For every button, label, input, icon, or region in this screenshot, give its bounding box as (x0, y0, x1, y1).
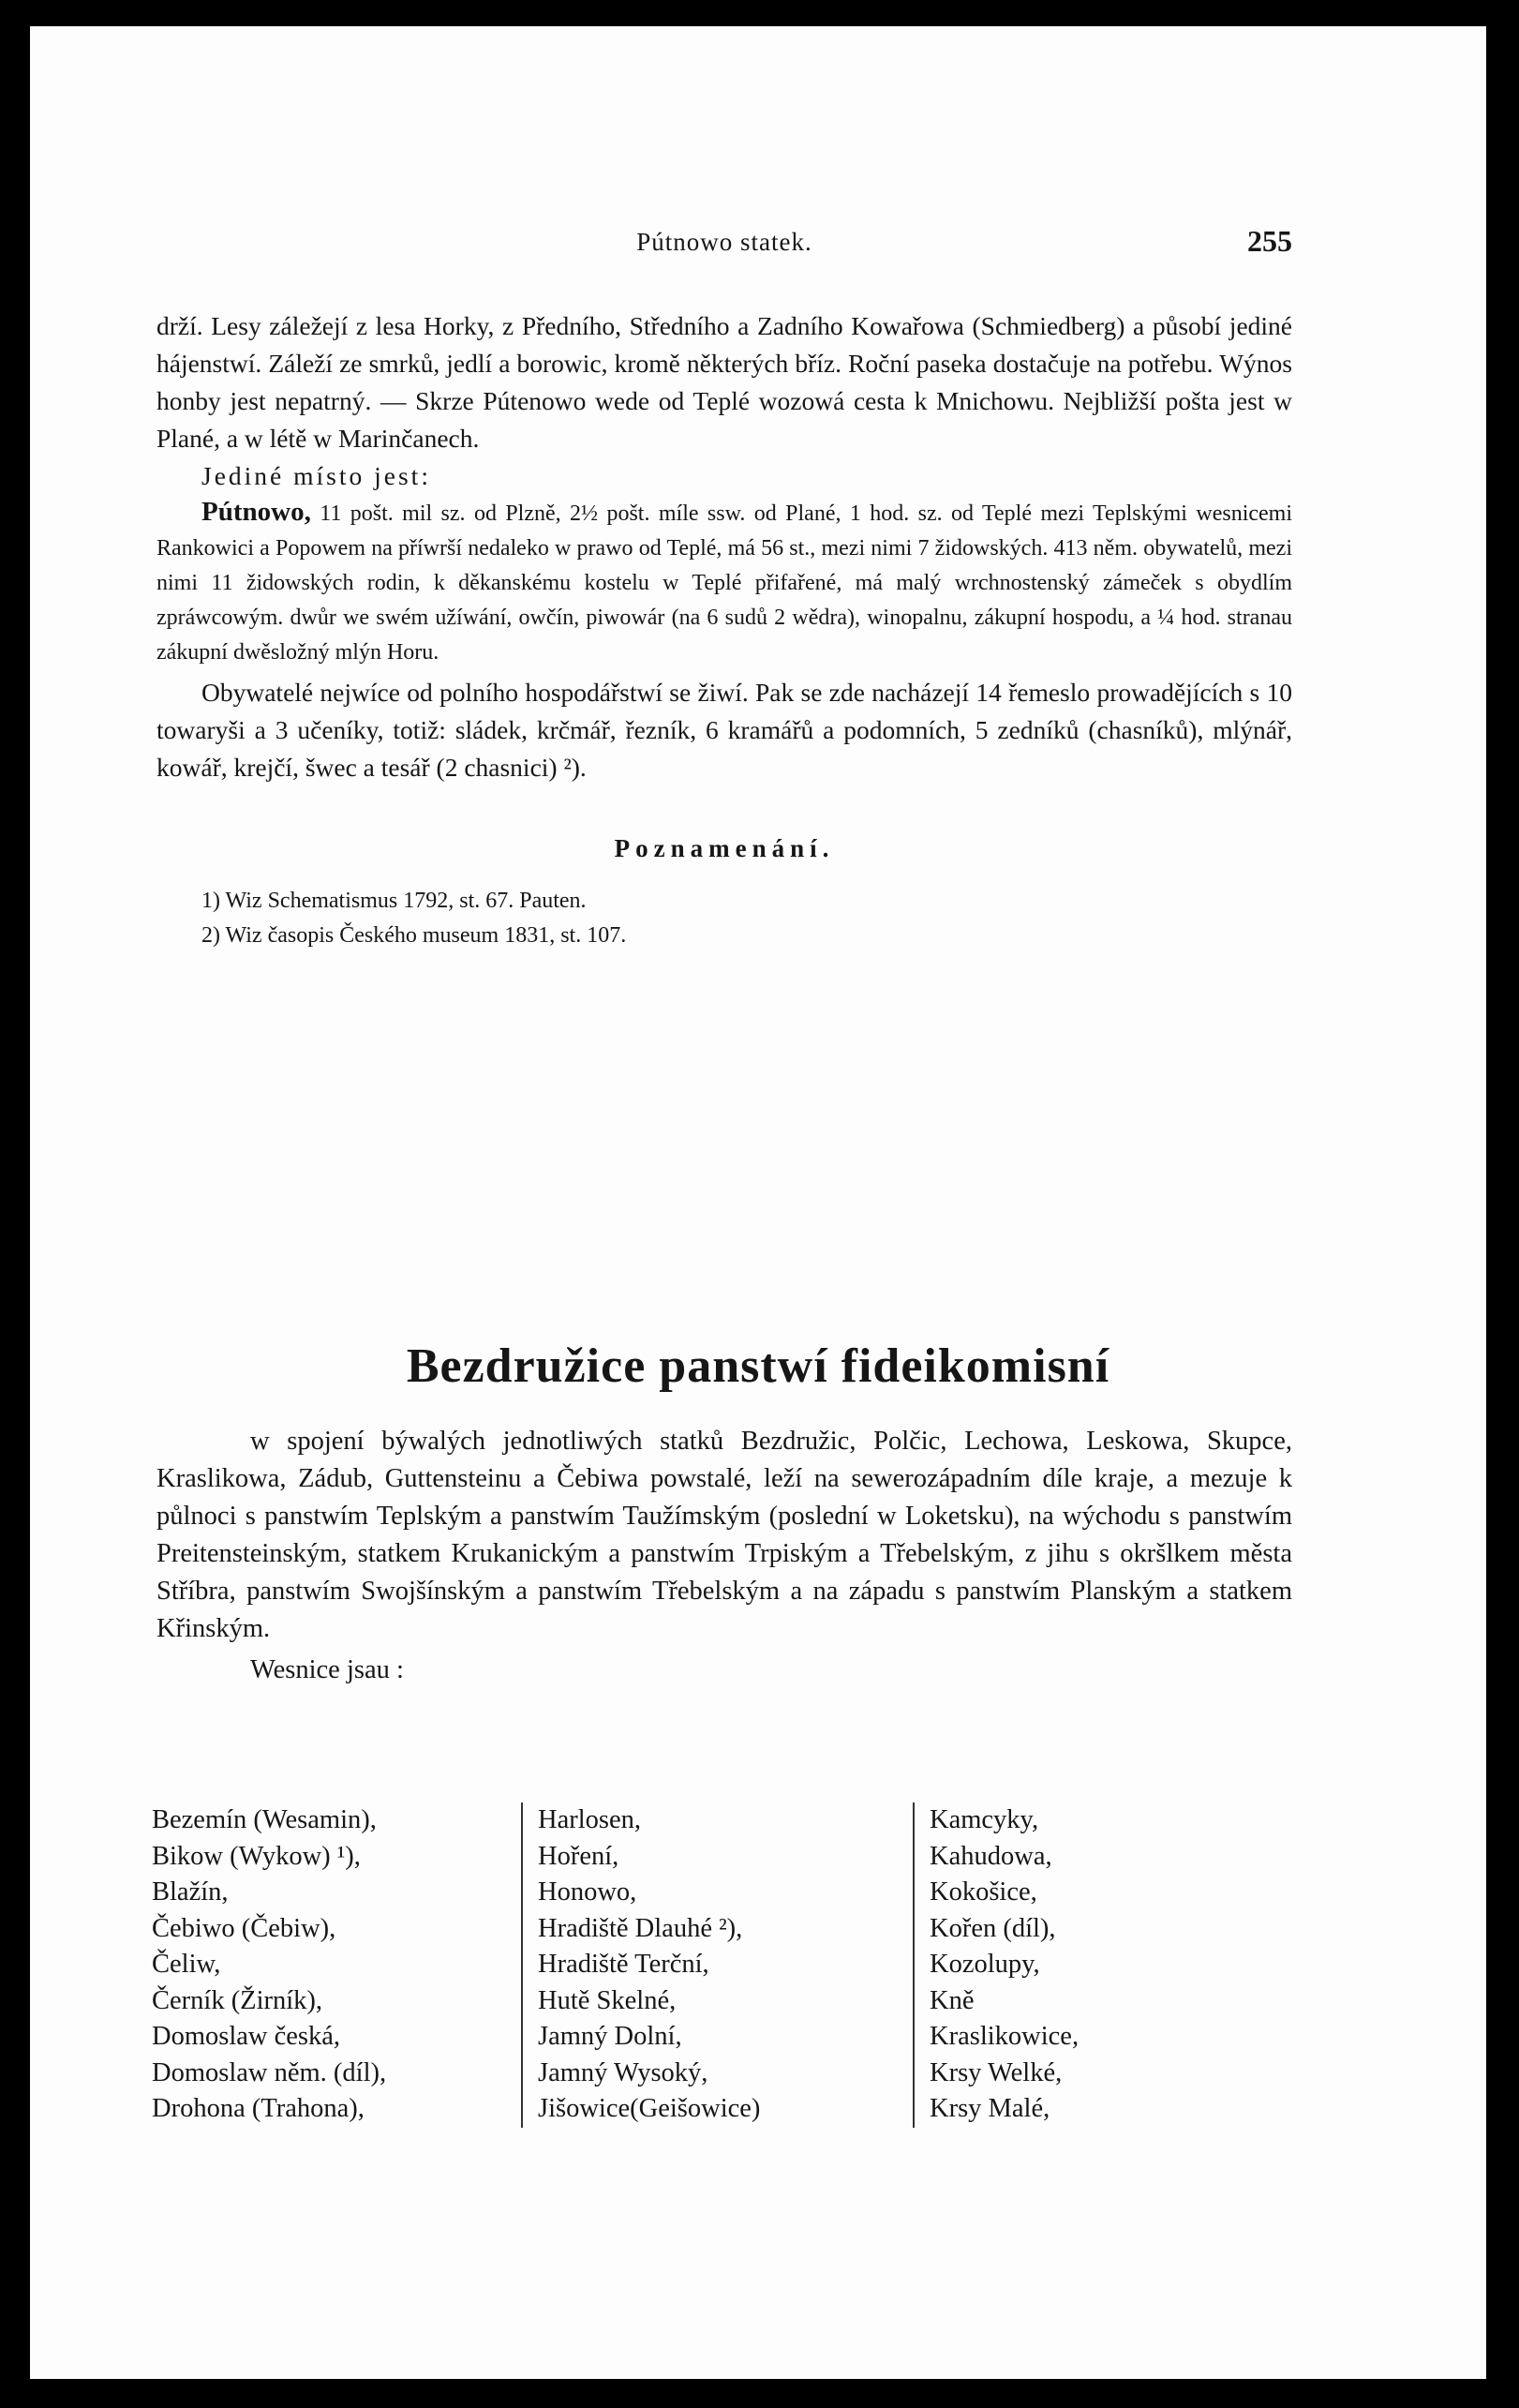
village-entry: Hradiště Terční, (538, 1950, 709, 1979)
village-entry: Kokošice, (930, 1877, 1037, 1907)
section-putnowo (156, 307, 1292, 953)
village-entry: Bezemín (Wesamin), (152, 1805, 377, 1834)
village-entry: Krsy Malé, (930, 2094, 1050, 2123)
village-entry: Hradiště Dlauhé ²), (538, 1913, 743, 1943)
note-item: 1) Wiz Schematismus 1792, st. 67. Pauten. (201, 889, 587, 913)
village-entry: Kraslikowice, (930, 2022, 1080, 2051)
villages-column-1 (152, 1802, 521, 2128)
village-entry: Honowo, (538, 1877, 637, 1907)
village-entry: Kořen (díl), (930, 1913, 1056, 1943)
notes-list (201, 884, 1292, 953)
place-intro: Jediné místo jest: (201, 461, 431, 490)
notes-heading: Poznamenání. (614, 834, 835, 862)
running-title: Pútnowo statek. (636, 228, 812, 256)
village-entry: Bikow (Wykow) ¹), (152, 1841, 361, 1871)
note-item: 2) Wiz časopis Českého museum 1831, st. 107. (201, 923, 627, 948)
place-name: Pútnowo, (201, 497, 311, 527)
page-header (156, 224, 1292, 265)
place-entry (156, 495, 1292, 670)
inhabitants-paragraph: Obywatelé nejwíce od polního hospodářstwí se žiwí. Pak se zde nacházejí 14 řemeslo prowadějících s 10 towaryši a 3 učeníky, totiž: sládek, krčmář, řezník, 6 kramářů a podomních, 5 zedníků (chasníků), mlýnář, kowář, krejčí, šwec a tesář (2 chasnici) ²). (156, 678, 1292, 782)
village-entry: Krsy Welké, (930, 2057, 1063, 2087)
village-entry: Kamcyky, (930, 1805, 1039, 1834)
section-title: Bezdružice panstwí fideikomisní (406, 1339, 1110, 1393)
intro-paragraph: drží. Lesy záležejí z lesa Horky, z Předního, Středního a Zadního Kowařowa (Schmiedberg) a působí jediné hájenstwí. Záleží ze smrků, jedlí a borowic, kromě některých bříz. Roční paseka dostačuje na potřebu. Wýnos honby jest nepatrný. — Skrze Pútenowo wede od Teplé wozowá cesta k Mnichowu. Nejbližší pošta jest w Plané, a w létě w Marinčanech. (156, 311, 1292, 453)
village-entry: Jamný Dolní, (538, 2022, 682, 2051)
villages-column-3 (913, 1802, 1286, 2128)
scanned-page (30, 26, 1486, 2379)
place-description: 11 pošt. mil sz. od Plzně, 2½ pošt. míle ssw. od Plané, 1 hod. sz. od Teplé mezi Teplskými wesnicemi Rankowici a Popowem na příwrší nedaleko w prawo od Teplé, má 56 st., mezi nimi 7 židowských. 413 něm. obywatelů, mezi nimi 11 židowských rodin, k děkanskému kostelu w Teplé přifařené, má malý wrchnostenský zámeček s obydlím zpráwcowým. dwůr we swém užíwání, owčín, piwowár (na 6 sudů 2 wědra), winopalnu, zákupní hospodu, a ¼ hod. stranau zákupní dwěsložný mlýn Horu. (156, 501, 1292, 665)
village-entry: Jišowice(Geišowice) (538, 2094, 761, 2123)
villages-label: Wesnice jsau : (250, 1655, 404, 1684)
village-entry: Drohona (Trahona), (152, 2094, 365, 2123)
village-entry: Kně (930, 1985, 975, 2015)
village-entry: Hutě Skelné, (538, 1985, 677, 2015)
villages-table (152, 1802, 1304, 2128)
village-entry: Jamný Wysoký, (538, 2057, 708, 2087)
village-entry: Černík (Žirník), (152, 1985, 323, 2015)
village-entry: Kahudowa, (930, 1841, 1052, 1871)
village-entry: Domoslaw česká, (152, 2022, 341, 2051)
village-entry: Blažín, (152, 1877, 229, 1907)
section-bezdruzice (156, 1423, 1292, 1689)
village-entry: Kozolupy, (930, 1950, 1040, 1979)
village-entry: Čeliw, (152, 1950, 221, 1979)
village-entry: Čebiwo (Čebiw), (152, 1913, 336, 1943)
village-entry: Hoření, (538, 1841, 619, 1871)
village-entry: Domoslaw něm. (díl), (152, 2057, 387, 2087)
bezdruzice-paragraph: w spojení býwalých jednotliwých statků Bezdružic, Polčic, Lechowa, Leskowa, Skupce, Kraslikowa, Zádub, Guttensteinu a Čebiwa powstalé, leží na sewerozápadním díle kraje, a mezuje k půlnoci s panstwím Teplským a panstwím Taužímským (poslední w Loketsku), na wýchodu s panstwím Preitensteinským, statkem Krukanickým a panstwím Trpiským a Třebelským, z jihu s okršlkem města Stříbra, panstwím Swojšínským a panstwím Třebelským a na západu s panstwím Planským a statkem Křinským. (156, 1427, 1292, 1643)
village-entry: Harlosen, (538, 1805, 642, 1834)
villages-column-2 (521, 1802, 913, 2128)
page-number: 255 (1247, 224, 1292, 258)
